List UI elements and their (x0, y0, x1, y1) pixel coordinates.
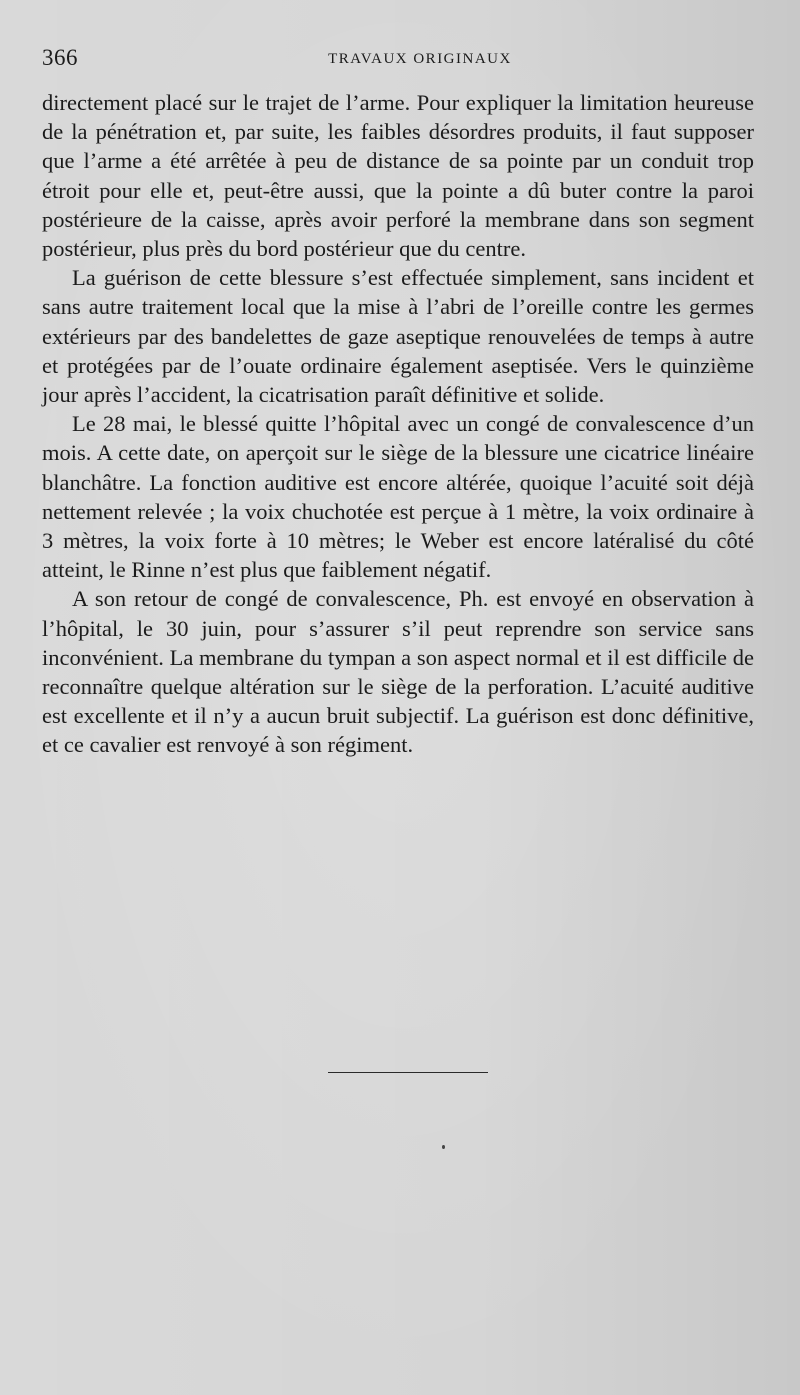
print-speck (442, 1145, 445, 1149)
page-number: 366 (42, 45, 78, 70)
section-end-rule (328, 1072, 488, 1073)
paragraph-continuation: directement placé sur le trajet de l’arme. Pour expliquer la limitation heureuse de la pénétration et, par suite, les faibles désordres produits, il faut supposer que l’arme a été arrêtée à peu de distance de sa pointe par un conduit trop étroit pour elle et, peut-être aussi, que la pointe a dû buter contre la paroi postérieure de la caisse, après avoir perforé la membrane dans son segment postérieur, plus près du bord postérieur que du centre. (42, 90, 754, 262)
paragraph-return: A son retour de congé de convalescence, Ph. est envoyé en observation à l’hôpital, le 30 juin, pour s’assurer s’il peut reprendre son service sans inconvénient. La membrane du tympan a son aspect normal et il est difficile de reconnaître quelque altération sur le siège de la perforation. L’acuité auditive est excellente et il n’y a aucun bruit subjectif. La guérison est donc définitive, et ce cavalier est renvoyé à son régiment. (42, 586, 754, 758)
running-head (42, 44, 758, 74)
paragraph-healing: La guérison de cette blessure s’est effectuée simplement, sans incident et sans autre traitement local que la mise à l’abri de l’oreille contre les germes extérieurs par des bandelettes de gaze aseptique renouvelées de temps à autre et protégées par de l’ouate ordinaire également aseptisée. Vers le quinzième jour après l’accident, la cicatrisation paraît définitive et solide. (42, 265, 754, 408)
running-title: TRAVAUX ORIGINAUX (328, 51, 512, 67)
paragraph-convalescence: Le 28 mai, le blessé quitte l’hôpital avec un congé de convalescence d’un mois. A cette date, on aperçoit sur le siège de la blessure une cicatrice linéaire blanchâtre. La fonction auditive est encore altérée, quoique l’acuité soit déjà nettement relevée ; la voix chuchotée est perçue à 1 mètre, la voix ordinaire à 3 mètres, la voix forte à 10 mètres; le Weber est encore latéralisé du côté atteint, le Rinne n’est plus que faiblement négatif. (42, 411, 754, 583)
body-text (42, 88, 754, 760)
